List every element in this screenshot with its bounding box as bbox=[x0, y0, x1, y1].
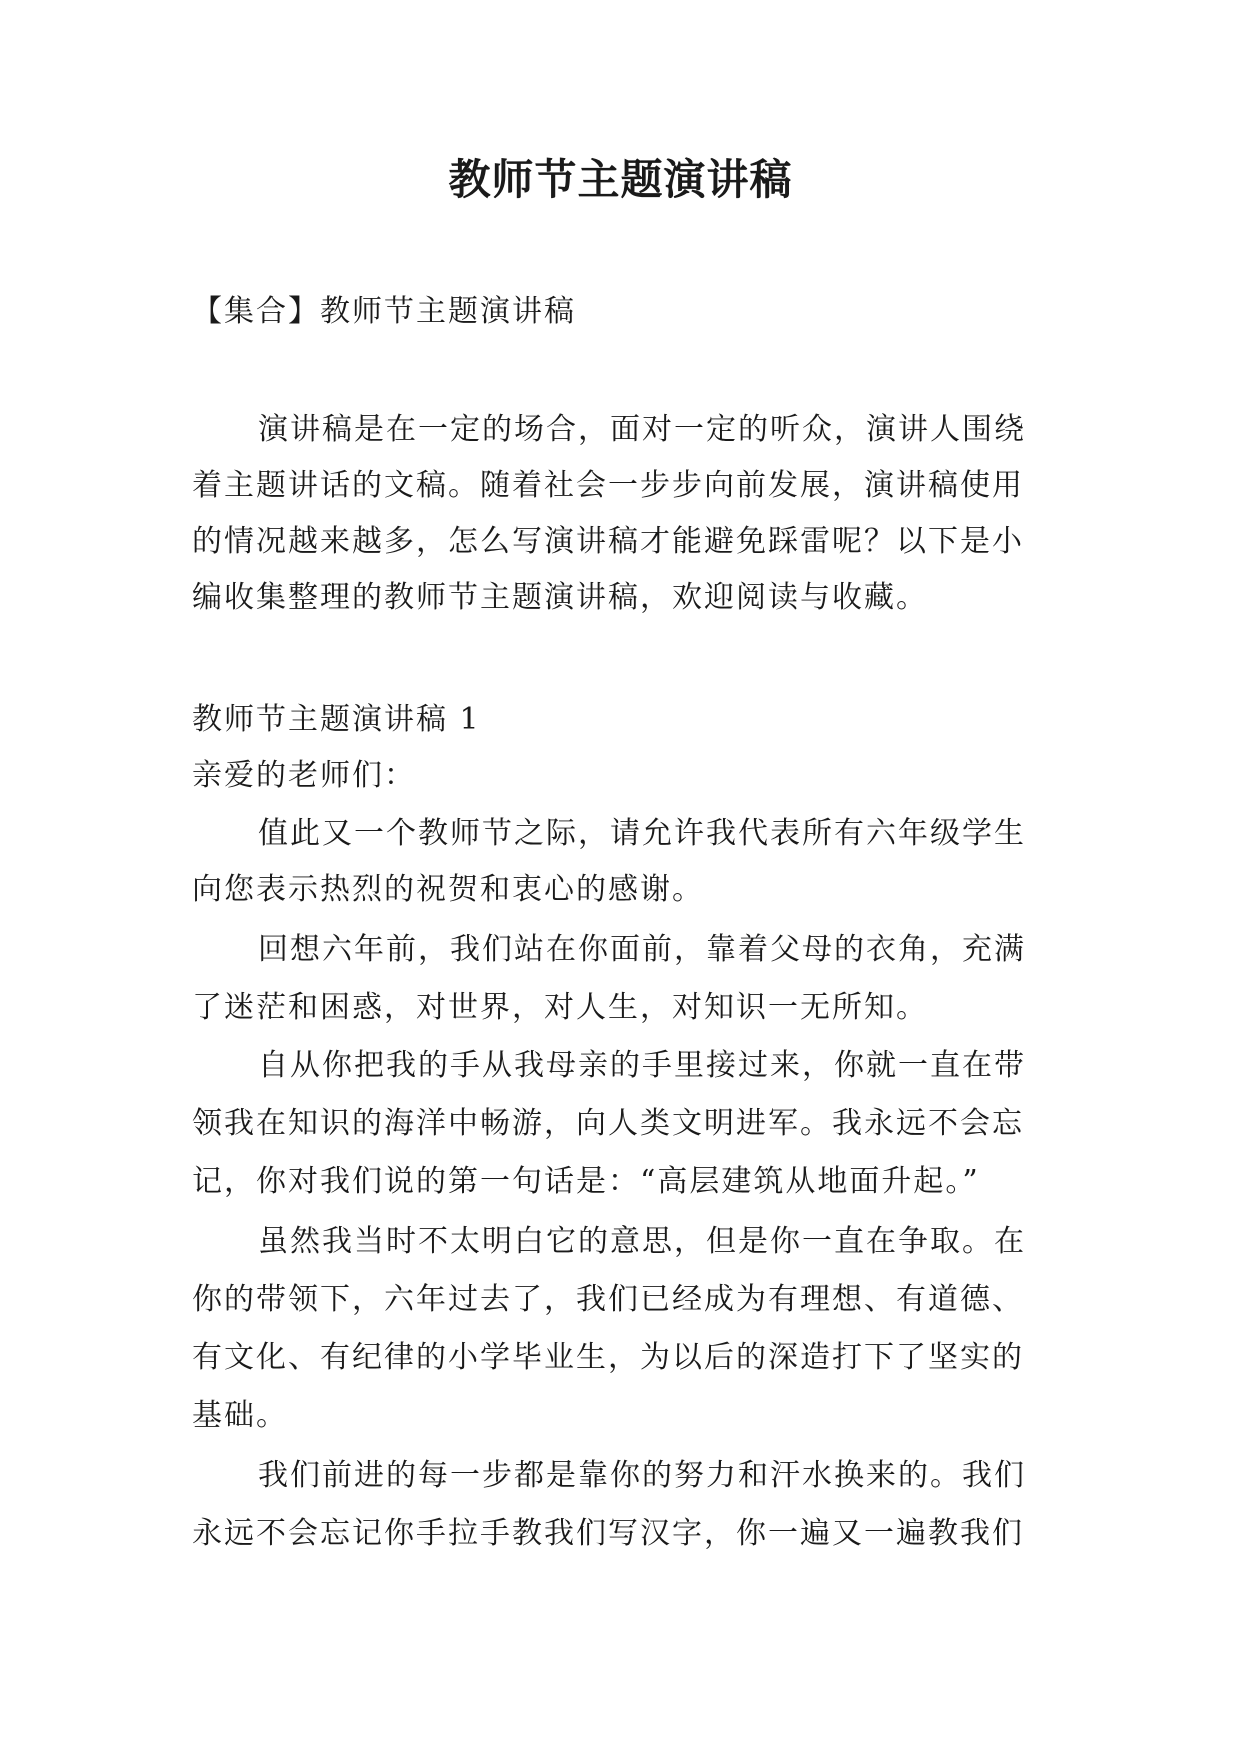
intro-line: 演讲稿是在一定的场合，面对一定的听众，演讲人围绕 bbox=[258, 412, 1026, 447]
document-subtitle: 【集合】教师节主题演讲稿 bbox=[192, 294, 576, 329]
intro-line: 的情况越来越多，怎么写演讲稿才能避免踩雷呢？以下是小 bbox=[192, 524, 1024, 559]
salutation: 亲爱的老师们： bbox=[192, 758, 416, 793]
intro-line: 着主题讲话的文稿。随着社会一步步向前发展，演讲稿使用 bbox=[192, 468, 1024, 503]
body-line: 有文化、有纪律的小学毕业生，为以后的深造打下了坚实的 bbox=[192, 1340, 1024, 1375]
body-line: 虽然我当时不太明白它的意思，但是你一直在争取。在 bbox=[258, 1224, 1026, 1259]
body-line: 我们前进的每一步都是靠你的努力和汗水换来的。我们 bbox=[258, 1458, 1026, 1493]
body-line: 基础。 bbox=[192, 1398, 288, 1433]
section-heading: 教师节主题演讲稿 1 bbox=[192, 702, 481, 737]
document-title: 教师节主题演讲稿 bbox=[448, 155, 793, 204]
body-line: 记，你对我们说的第一句话是：“高层建筑从地面升起。” bbox=[192, 1164, 980, 1199]
body-line: 了迷茫和困惑，对世界，对人生，对知识一无所知。 bbox=[192, 990, 928, 1025]
body-line: 自从你把我的手从我母亲的手里接过来，你就一直在带 bbox=[258, 1048, 1026, 1083]
body-line: 回想六年前，我们站在你面前，靠着父母的衣角，充满 bbox=[258, 932, 1026, 967]
body-line: 领我在知识的海洋中畅游，向人类文明进军。我永远不会忘 bbox=[192, 1106, 1024, 1141]
intro-line: 编收集整理的教师节主题演讲稿，欢迎阅读与收藏。 bbox=[192, 580, 928, 615]
body-line: 值此又一个教师节之际，请允许我代表所有六年级学生 bbox=[258, 816, 1026, 851]
body-line: 永远不会忘记你手拉手教我们写汉字，你一遍又一遍教我们 bbox=[192, 1516, 1024, 1551]
body-line: 向您表示热烈的祝贺和衷心的感谢。 bbox=[192, 872, 704, 907]
body-line: 你的带领下，六年过去了，我们已经成为有理想、有道德、 bbox=[192, 1282, 1024, 1317]
